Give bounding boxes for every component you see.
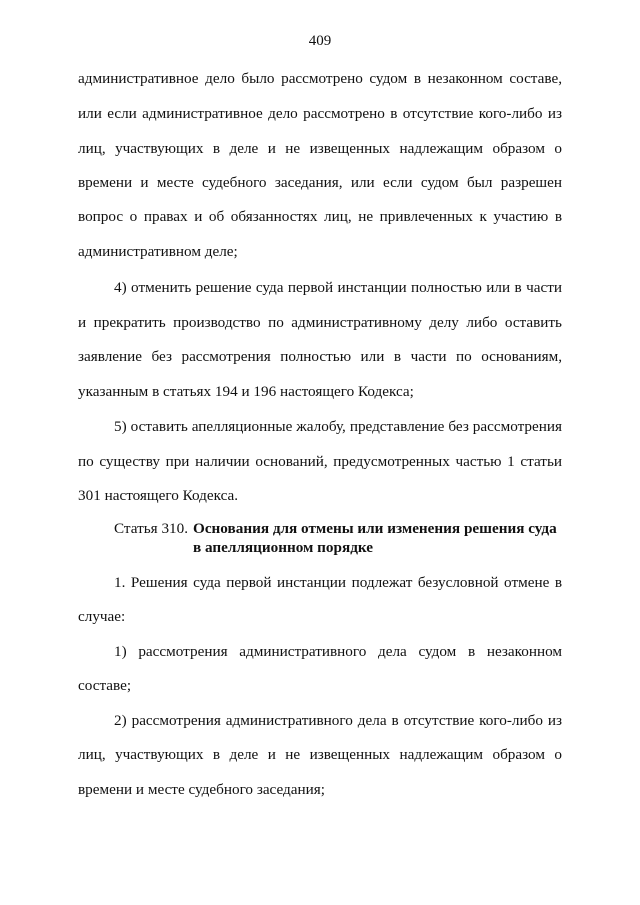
text-line: по существу при наличии оснований, предусмотренных частью 1 статьи bbox=[78, 453, 562, 470]
text-line: заявление без рассмотрения полностью или в части по основаниям, bbox=[78, 348, 562, 365]
text-line: 4) отменить решение суда первой инстанции полностью или в части bbox=[114, 279, 562, 296]
text-line: 1) рассмотрения административного дела судом в незаконном bbox=[114, 643, 562, 660]
text-line: случае: bbox=[78, 608, 126, 625]
article-title-line-1: Основания для отмены или изменения решения суда bbox=[193, 520, 557, 537]
article-number: Статья 310. bbox=[114, 520, 189, 537]
text-line: административном деле; bbox=[78, 243, 238, 260]
text-line: лиц, участвующих в деле и не извещенных надлежащим образом о bbox=[78, 140, 562, 157]
text-line: 301 настоящего Кодекса. bbox=[78, 487, 239, 504]
article-title-line-2: в апелляционном порядке bbox=[193, 539, 373, 556]
text-line: составе; bbox=[78, 677, 132, 694]
text-line: 5) оставить апелляционные жалобу, представление без рассмотрения bbox=[114, 418, 562, 435]
text-line: 2) рассмотрения административного дела в отсутствие кого-либо из bbox=[114, 712, 562, 729]
text-line: указанным в статьях 194 и 196 настоящего Кодекса; bbox=[78, 383, 414, 400]
text-line: и прекратить производство по административному делу либо оставить bbox=[78, 314, 562, 331]
text-line: 1. Решения суда первой инстанции подлежат безусловной отмене в bbox=[114, 574, 562, 591]
text-line: лиц, участвующих в деле и не извещенных надлежащим образом о bbox=[78, 746, 562, 763]
text-line: вопрос о правах и об обязанностях лиц, не привлеченных к участию в bbox=[78, 208, 562, 225]
page-number: 409 bbox=[308, 33, 332, 49]
text-line: времени и месте судебного заседания; bbox=[78, 781, 325, 798]
text-line: времени и месте судебного заседания, или если судом был разрешен bbox=[78, 174, 562, 191]
text-line: или если административное дело рассмотрено в отсутствие кого-либо из bbox=[78, 105, 562, 122]
text-line: административное дело было рассмотрено судом в незаконном составе, bbox=[78, 70, 562, 87]
